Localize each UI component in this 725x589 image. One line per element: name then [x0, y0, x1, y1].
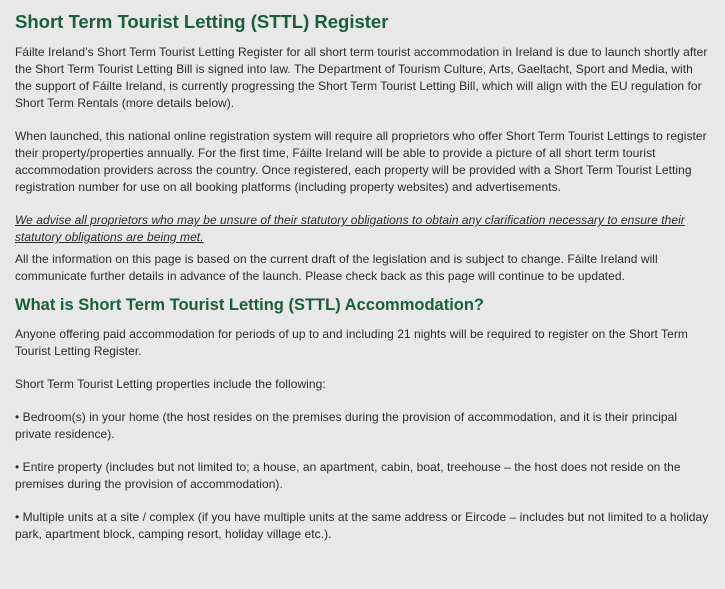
- list-item-bedrooms: • Bedroom(s) in your home (the host resides on the premises during the provision of accommodation, and it is their principal private residence).: [15, 410, 678, 441]
- advice-paragraph: We advise all proprietors who may be unsure of their statutory obligations to obtain any clarification necessary to ensure their statutory obligations are being met.: [15, 213, 685, 244]
- disclaimer-paragraph: All the information on this page is based on the current draft of the legislation and is subject to change. Fáilte Ireland will communicate further details in advance of the launch. Please check back as this page will continue to be updated.: [15, 252, 658, 283]
- list-item-entire-property: • Entire property (includes but not limited to; a house, an apartment, cabin, boat, treehouse – the host does not reside on the premises during the provision of accommodation).: [15, 460, 681, 491]
- registration-paragraph: When launched, this national online registration system will require all proprietors who offer Short Term Tourist Lettings to register their property/properties annually. For the first time, Fáilte Ireland will be able to provide a picture of all short term tourist accommodation providers across the country. Once registered, each property will be provided with a Short Term Tourist Letting registration number for use on all booking platforms (including property websites) and advertisements.: [15, 129, 707, 194]
- list-item-multiple-units: • Multiple units at a site / complex (if you have multiple units at the same address or Eircode – includes but not limited to a holiday park, apartment block, camping resort, holiday village etc.).: [15, 510, 709, 541]
- properties-intro-paragraph: Short Term Tourist Letting properties include the following:: [15, 377, 326, 391]
- section-title-sttl-accommodation: What is Short Term Tourist Letting (STTL) Accommodation?: [15, 296, 485, 314]
- page-title: Short Term Tourist Letting (STTL) Register: [15, 11, 389, 32]
- intro-paragraph: Fáilte Ireland’s Short Term Tourist Letting Register for all short term tourist accommodation in Ireland is due to launch shortly after the Short Term Tourist Letting Bill is signed into law. The Department of Tourism Culture, Arts, Gaeltacht, Sport and Media, with the support of Fáilte Ireland, is currently progressing the Short Term Tourist Letting Bill, which will align with the EU regulation for Short Term Rentals (more details below).: [15, 45, 708, 110]
- eligibility-paragraph: Anyone offering paid accommodation for periods of up to and including 21 nights will be required to register on the Short Term Tourist Letting Register.: [15, 327, 688, 358]
